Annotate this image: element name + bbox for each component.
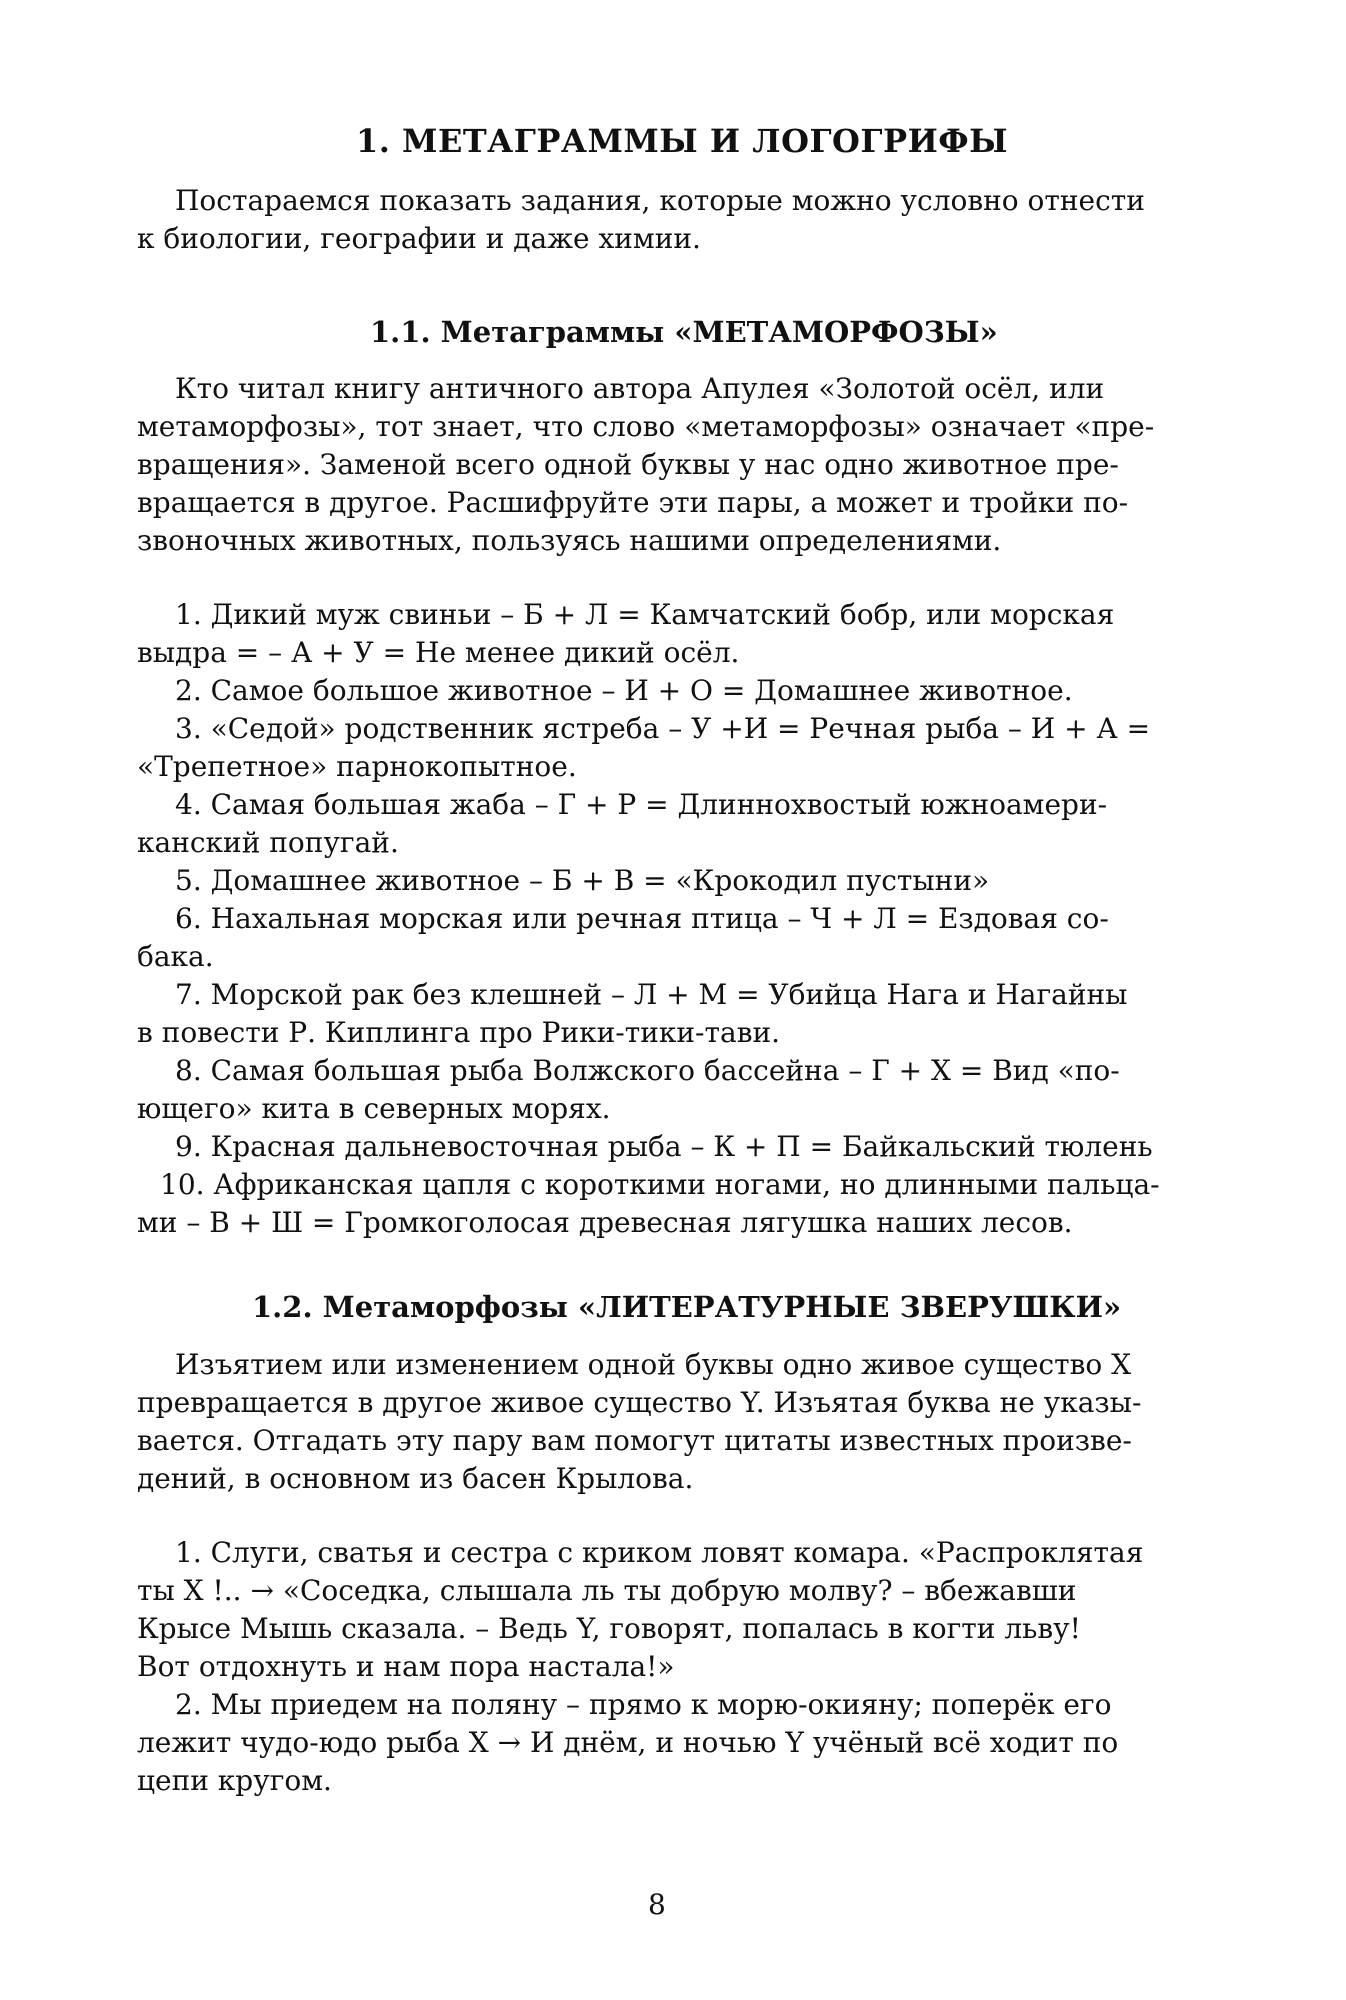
section-title: 1.2. Метаморфозы «ЛИТЕРАТУРНЫЕ ЗВЕРУШКИ» xyxy=(252,1290,1122,1324)
text-line: превращается в другое живое существо Y. Изъятая буква не указы- xyxy=(137,1386,1142,1419)
text-line: Кто читал книгу античного автора Апулея «Золотой осёл, или xyxy=(175,372,1105,405)
list-item: канский попугай. xyxy=(137,826,399,859)
text-line: вается. Отгадать эту пару вам помогут цитаты известных произве- xyxy=(137,1424,1132,1457)
list-item: 2. Мы приедем на поляну – прямо к морю-окияну; поперёк его xyxy=(175,1688,1112,1721)
list-item: выдра = – А + У = Не менее дикий осёл. xyxy=(137,636,740,669)
list-item: 3. «Седой» родственник ястреба – У +И = Речная рыба – И + А = xyxy=(175,712,1151,745)
list-item: бака. xyxy=(137,940,214,973)
list-item: 7. Морской рак без клешней – Л + М = Убийца Нага и Нагайны xyxy=(175,978,1128,1011)
list-item: цепи кругом. xyxy=(137,1764,332,1797)
text-line: Изъятием или изменением одной буквы одно живое существо X xyxy=(175,1348,1132,1381)
page-number: 8 xyxy=(648,1888,666,1921)
list-item: «Трепетное» парнокопытное. xyxy=(137,750,577,783)
list-item: в повести Р. Киплинга про Рики-тики-тави. xyxy=(137,1016,781,1049)
text-line: дений, в основном из басен Крылова. xyxy=(137,1462,694,1495)
list-item: ты X !.. → «Соседка, слышала ль ты добрую молву? – вбежавши xyxy=(137,1574,1077,1607)
list-item: 2. Самое большое животное – И + О = Домашнее животное. xyxy=(175,674,1073,707)
list-item: 8. Самая большая рыба Волжского бассейна – Г + Х = Вид «по- xyxy=(175,1054,1120,1087)
list-item: ющего» кита в северных морях. xyxy=(137,1092,611,1125)
list-item: 6. Нахальная морская или речная птица – Ч + Л = Ездовая со- xyxy=(175,902,1109,935)
list-item: 5. Домашнее животное – Б + В = «Крокодил пустыни» xyxy=(175,864,990,897)
list-item: 10. Африканская цапля с короткими ногами, но длинными пальца- xyxy=(160,1168,1160,1201)
text-line: вращается в другое. Расшифруйте эти пары, а может и тройки по- xyxy=(137,486,1129,519)
text-line: Постараемся показать задания, которые можно условно отнести xyxy=(175,184,1145,217)
chapter-title: 1. МЕТАГРАММЫ И ЛОГОГРИФЫ xyxy=(356,122,1009,160)
text-line: к биологии, географии и даже химии. xyxy=(137,222,701,255)
list-item: Крысе Мышь сказала. – Ведь Y, говорят, попалась в когти льву! xyxy=(137,1612,1081,1645)
list-item: лежит чудо-юдо рыба X → И днём, и ночью Y учёный всё ходит по xyxy=(137,1726,1119,1759)
list-item: 9. Красная дальневосточная рыба – К + П = Байкальский тюлень xyxy=(175,1130,1153,1163)
list-item: 1. Дикий муж свиньи – Б + Л = Камчатский бобр, или морская xyxy=(175,598,1115,631)
text-line: вращения». Заменой всего одной буквы у нас одно животное пре- xyxy=(137,448,1119,481)
list-item: 4. Самая большая жаба – Г + Р = Длиннохвостый южноамери- xyxy=(175,788,1108,821)
section-title: 1.1. Метаграммы «МЕТАМОРФОЗЫ» xyxy=(370,315,998,349)
text-line: метаморфозы», тот знает, что слово «метаморфозы» означает «пре- xyxy=(137,410,1155,443)
list-item: ми – В + Ш = Громкоголосая древесная лягушка наших лесов. xyxy=(137,1206,1073,1239)
list-item: 1. Слуги, сватья и сестра с криком ловят комара. «Распроклятая xyxy=(175,1536,1144,1569)
list-item: Вот отдохнуть и нам пора настала!» xyxy=(137,1650,675,1683)
text-line: звоночных животных, пользуясь нашими определениями. xyxy=(137,524,1002,557)
